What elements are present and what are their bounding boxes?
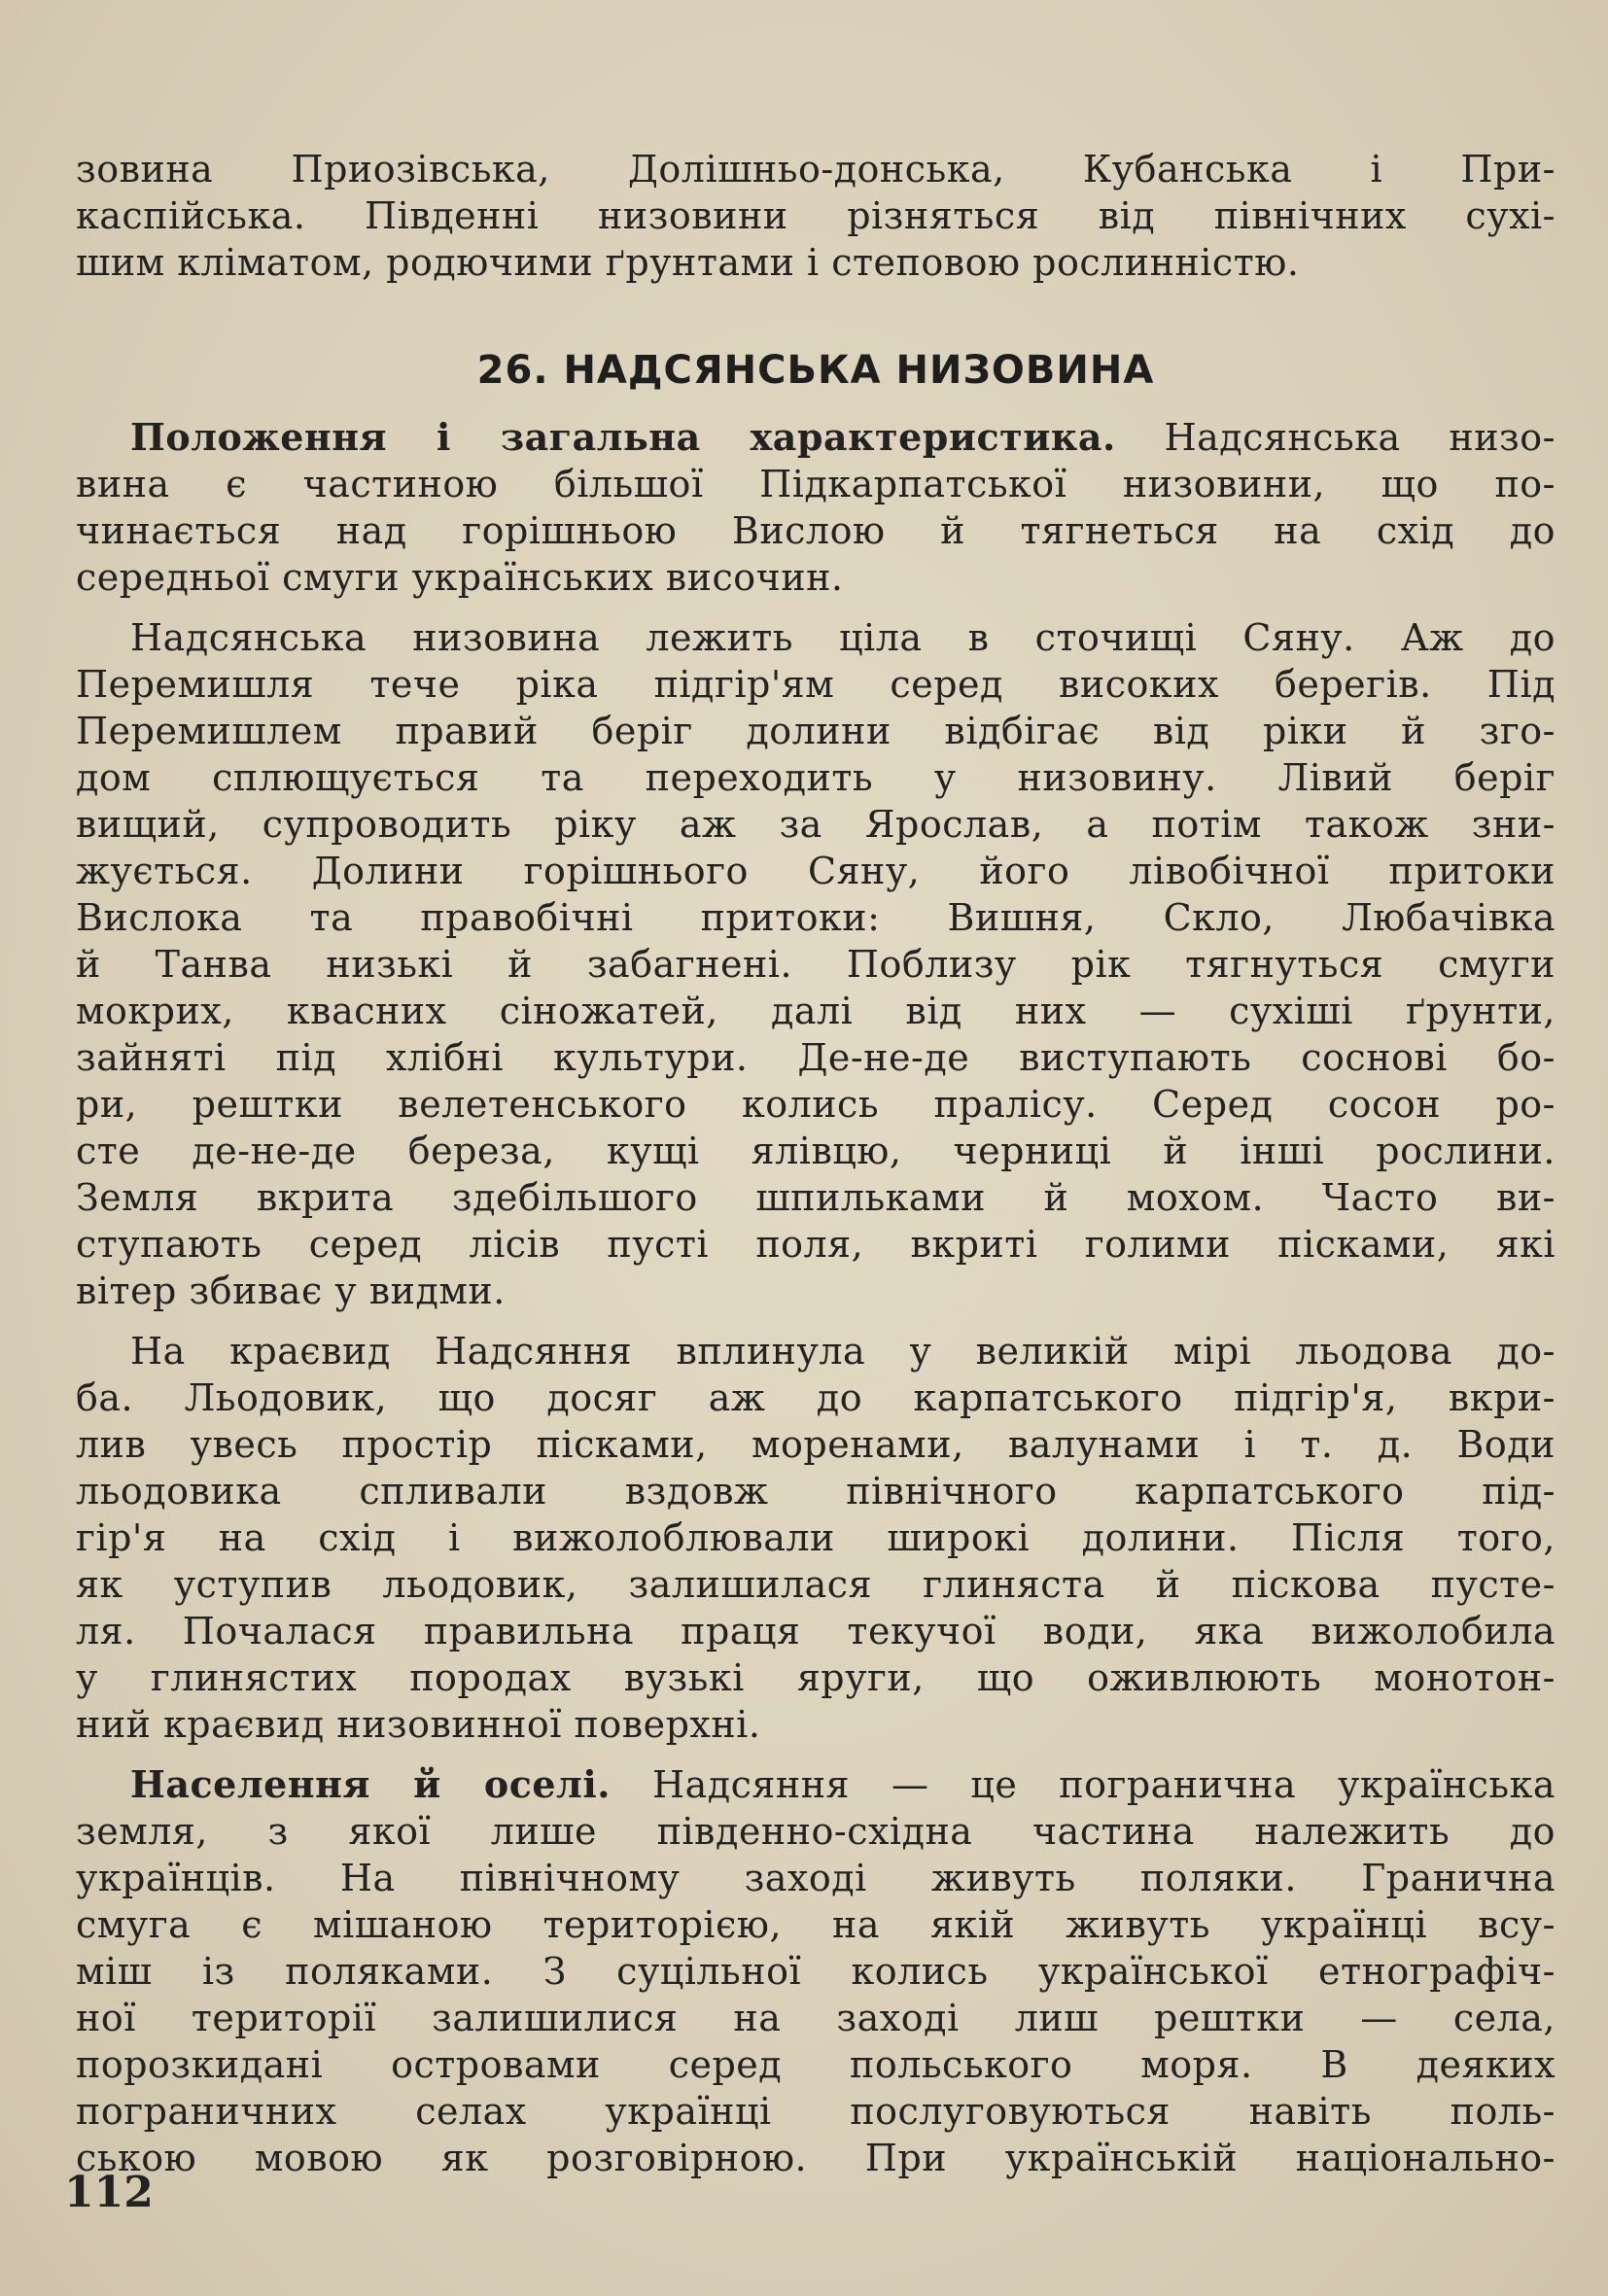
text-line: Перемишлем правий беріг долини відбігає від ріки й зго- bbox=[76, 710, 1556, 752]
text-line: чинається над горішньою Вислою й тягнеться на схід до bbox=[76, 509, 1556, 552]
text-line: ською мовою як розговірною. При українській національно- bbox=[76, 2137, 1556, 2179]
text-line: як уступив льодовик, залишилася глиняста й піскова пусте- bbox=[76, 1563, 1556, 1606]
text-line: ба. Льодовик, що досяг аж до карпатського підгір'я, вкри- bbox=[76, 1376, 1556, 1419]
paragraph-lead: Населення й оселі. bbox=[130, 1762, 611, 1806]
text-line: зайняті під хлібні культури. Де-не-де виступають соснові бо- bbox=[76, 1036, 1556, 1079]
paragraph-glacier bbox=[76, 1328, 1556, 1748]
paragraph-position bbox=[76, 414, 1556, 601]
text-column bbox=[76, 146, 1556, 2181]
paragraph-lead: Положення і загальна характеристика. bbox=[130, 415, 1116, 459]
text-line: каспійська. Південні низовини різняться від північних сухі- bbox=[76, 194, 1556, 237]
section-title: 26. НАДСЯНСЬКА НИЗОВИНА bbox=[476, 348, 1155, 393]
intro-text bbox=[76, 146, 1556, 286]
text-line: ри, рештки велетенського колись пралісу. Серед сосон ро- bbox=[76, 1083, 1556, 1126]
text-line: українців. На північному заході живуть поляки. Гранична bbox=[76, 1857, 1556, 1899]
text-line: зовина Приозівська, Долішньо-донська, Кубанська і При- bbox=[76, 148, 1556, 191]
text-line: міш із поляками. З суцільної колись української етнографіч- bbox=[76, 1950, 1556, 1993]
text-line: порозкидані островами серед польського моря. В деяких bbox=[76, 2043, 1556, 2086]
text-line: ступають серед лісів пусті поля, вкриті голими пісками, які bbox=[76, 1223, 1556, 1266]
text-line: вина є частиною більшої Підкарпатської низовини, що по- bbox=[76, 463, 1556, 505]
text-line: земля, з якої лише південно-східна частина належить до bbox=[76, 1810, 1556, 1853]
text-line bbox=[76, 414, 1556, 461]
text-line bbox=[76, 1761, 1556, 1808]
paragraph-population bbox=[76, 1761, 1556, 2181]
text-line: лив увесь простір пісками, моренами, валунами і т. д. Води bbox=[76, 1423, 1556, 1466]
text-line: На краєвид Надсяння вплинула у великій мірі льодова до- bbox=[130, 1330, 1556, 1373]
text-line: Земля вкрита здебільшого шпильками й мохом. Часто ви- bbox=[76, 1176, 1556, 1219]
text-line: дом сплющується та переходить у низовину. Лівий беріг bbox=[76, 756, 1556, 799]
text-run: Надсянська низо- bbox=[1164, 416, 1556, 459]
text-line: гір'я на схід і вижолоблювали широкі долини. Після того, bbox=[76, 1516, 1556, 1559]
text-line: Перемишля тече ріка підгір'ям серед високих берегів. Під bbox=[76, 663, 1556, 706]
text-line: сте де-не-де береза, кущі ялівцю, черниці й інші рослини. bbox=[76, 1130, 1556, 1172]
text-line: Надсянська низовина лежить ціла в сточищі Сяну. Аж до bbox=[130, 616, 1556, 659]
text-line: вищий, супроводить ріку аж за Ярослав, а потім також зни- bbox=[76, 803, 1556, 846]
text-line: ний краєвид низовинної поверхні. bbox=[76, 1703, 761, 1746]
text-line: у глинястих породах вузькі яруги, що оживлюють монотон- bbox=[76, 1656, 1556, 1699]
text-line: Вислока та правобічні притоки: Вишня, Скло, Любачівка bbox=[76, 896, 1556, 939]
text-line: смуга є мішаною територією, на якій живуть українці всу- bbox=[76, 1903, 1556, 1946]
text-line: шим кліматом, родючими ґрунтами і степовою рослинністю. bbox=[76, 241, 1300, 284]
text-line: середньої смуги українських височин. bbox=[76, 556, 844, 599]
text-line: мокрих, квасних сіножатей, далі від них — сухіші ґрунти, bbox=[76, 990, 1556, 1032]
text-line: вітер збиває у видми. bbox=[76, 1270, 506, 1312]
text-run: Надсяння — це погранична українська bbox=[651, 1763, 1556, 1806]
text-line: пограничних селах українці послуговуються навіть поль- bbox=[76, 2090, 1556, 2133]
page-number: 112 bbox=[64, 2168, 154, 2217]
text-line: жується. Долини горішнього Сяну, його лівобічної притоки bbox=[76, 850, 1556, 892]
text-line: ля. Почалася правильна праця текучої води, яка вижолобила bbox=[76, 1610, 1556, 1652]
text-line: ної території залишилися на заході лиш рештки — села, bbox=[76, 1997, 1556, 2039]
text-line: й Танва низькі й забагнені. Поблизу рік тягнуться смуги bbox=[76, 943, 1556, 986]
text-line: льодовика спливали вздовж північного карпатського під- bbox=[76, 1470, 1556, 1513]
paragraph-relief bbox=[76, 614, 1556, 1314]
